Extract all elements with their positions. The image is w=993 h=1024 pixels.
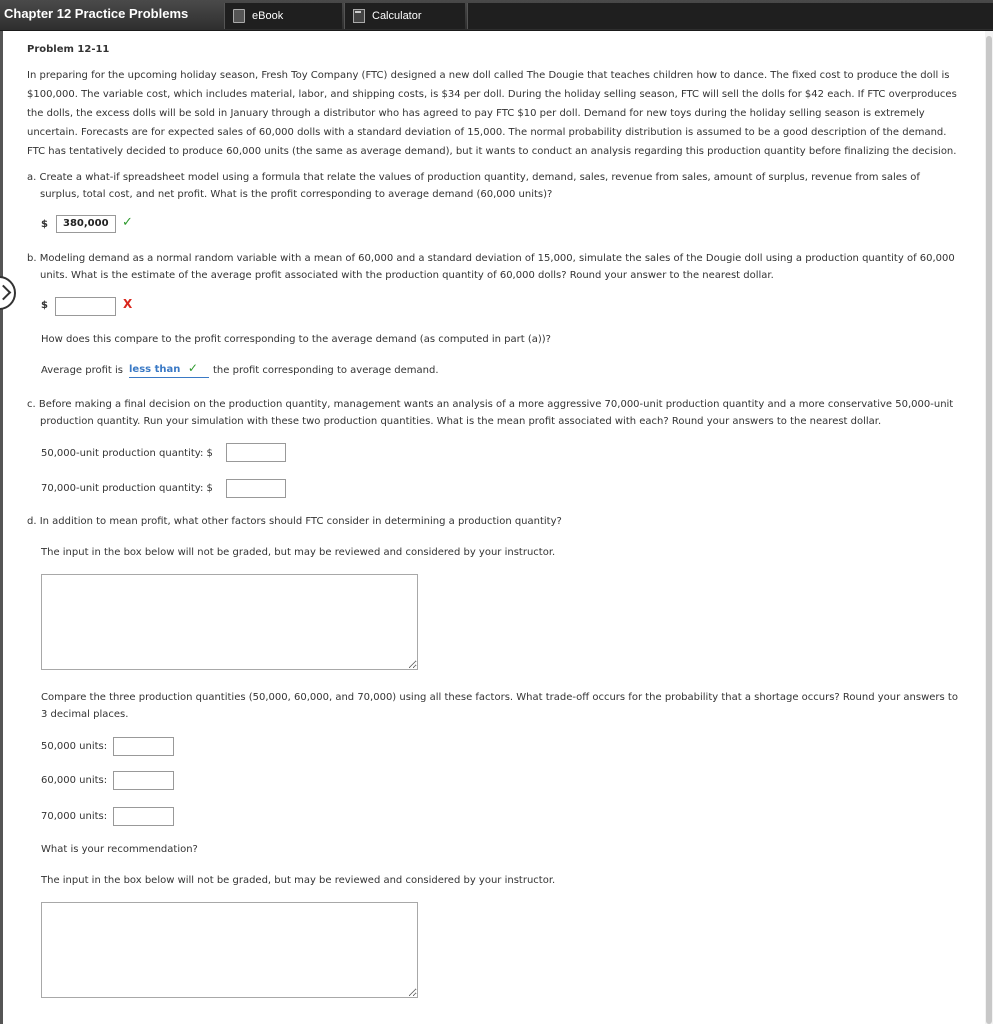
u50-label: 50,000 units: <box>41 741 108 752</box>
ebook-label: eBook <box>252 10 284 22</box>
q50-profit-input[interactable] <box>226 443 286 462</box>
problem-intro <box>27 66 977 161</box>
question-line: a. Create a what-if spreadsheet model using a formula that relate the values of production quantity, demand, sales, revenue from sales, amount of surplus, revenue from sales of <box>27 172 920 183</box>
book-icon <box>233 9 245 23</box>
part-d-question: d. In addition to mean profit, what other factors should FTC consider in determining a production quantity? <box>27 516 562 527</box>
problem-title: Problem 12-11 <box>27 44 110 55</box>
compare-dropdown-value: less than <box>129 364 181 375</box>
q70-profit-input[interactable] <box>226 479 286 498</box>
toolbar-filler <box>467 3 993 29</box>
recommendation-textarea[interactable] <box>41 902 418 998</box>
intro-line: FTC has tentatively decided to produce 60,000 units (the same as average demand), but it wants to conduct an analysis regarding this production quantity before finalizing the decision. <box>27 146 957 157</box>
part-b-question <box>27 251 977 284</box>
compare-prefix: Average profit is <box>41 365 123 376</box>
left-rail <box>0 31 3 1024</box>
currency-symbol: $ <box>41 300 48 311</box>
part-a-answer-field[interactable]: 380,000 <box>56 215 116 233</box>
top-toolbar <box>0 0 993 31</box>
intro-line: In preparing for the upcoming holiday season, Fresh Toy Company (FTC) designed a new doll called The Dougie that teaches children how to dance. The fixed cost to produce the doll is <box>27 70 950 81</box>
question-line: 3 decimal places. <box>41 708 129 720</box>
recommendation-question: What is your recommendation? <box>41 844 198 855</box>
scrollbar-thumb[interactable] <box>986 36 992 1024</box>
calculator-icon <box>353 9 365 23</box>
calculator-label: Calculator <box>372 10 422 22</box>
u60-label: 60,000 units: <box>41 775 108 786</box>
u70-label: 70,000 units: <box>41 811 108 822</box>
calculator-button[interactable] <box>344 3 465 29</box>
compare-dropdown[interactable] <box>129 361 209 378</box>
u50-shortage-input[interactable] <box>113 737 174 756</box>
assignment-title: Chapter 12 Practice Problems <box>4 6 189 21</box>
ebook-button[interactable] <box>224 3 342 29</box>
q70-label: 70,000-unit production quantity: $ <box>41 483 213 494</box>
correct-check-icon: ✓ <box>187 361 198 375</box>
compare-suffix: the profit corresponding to average demand. <box>213 365 439 376</box>
question-line: c. Before making a final decision on the production quantity, management wants an analysis of a more aggressive 70,000-unit production quantity and a more conservative 50,000-unit <box>27 399 954 410</box>
question-line: production quantity. Run your simulation with these two production quantities. What is the mean profit associated with each? Round your answers to the nearest dollar. <box>40 415 882 427</box>
part-c-question <box>27 397 977 430</box>
intro-line: $100,000. The variable cost, which includes material, labor, and shipping costs, is $34 per doll. During the holiday selling season, FTC will sell the dolls for $42 each. If FTC overproduces <box>27 89 957 100</box>
factors-response-textarea[interactable] <box>41 574 418 670</box>
question-line: surplus, total cost, and net profit. What is the profit corresponding to average demand (60,000 units)? <box>40 188 553 200</box>
incorrect-x-icon: X <box>123 297 133 311</box>
q50-label: 50,000-unit production quantity: $ <box>41 448 213 459</box>
question-line: Compare the three production quantities (50,000, 60,000, and 70,000) using all these factors. What trade-off occurs for the probability that a shortage occurs? Round your answers to <box>41 692 958 703</box>
ungraded-note: The input in the box below will not be graded, but may be reviewed and considered by your instructor. <box>41 547 556 558</box>
correct-check-icon: ✓ <box>122 215 133 230</box>
question-line: units. What is the estimate of the average profit associated with the production quantity of 60,000 dolls? Round your answer to the nearest dollar. <box>40 269 774 281</box>
currency-symbol: $ <box>41 219 48 230</box>
side-expand-arrow-icon[interactable] <box>0 276 16 310</box>
part-b-answer-input[interactable] <box>55 297 116 316</box>
u60-shortage-input[interactable] <box>113 771 174 790</box>
part-a-question <box>27 170 977 203</box>
part-b-compare-question: How does this compare to the profit corresponding to the average demand (as computed in part (a))? <box>41 334 551 345</box>
ungraded-note-2: The input in the box below will not be graded, but may be reviewed and considered by your instructor. <box>41 875 556 886</box>
u70-shortage-input[interactable] <box>113 807 174 826</box>
intro-line: uncertain. Forecasts are for expected sales of 60,000 dolls with a standard deviation of 15,000. The normal probability distribution is assumed to be a good description of the demand. <box>27 127 947 138</box>
intro-line: the dolls, the excess dolls will be sold in January through a distributor who has agreed to pay FTC $10 per doll. Demand for new toys during the holiday selling season is extremely <box>27 108 925 119</box>
question-line: b. Modeling demand as a normal random variable with a mean of 60,000 and a standard deviation of 15,000, simulate the sales of the Dougie doll using a production quantity of 60,000 <box>27 253 955 264</box>
shortage-compare-question <box>41 690 981 723</box>
